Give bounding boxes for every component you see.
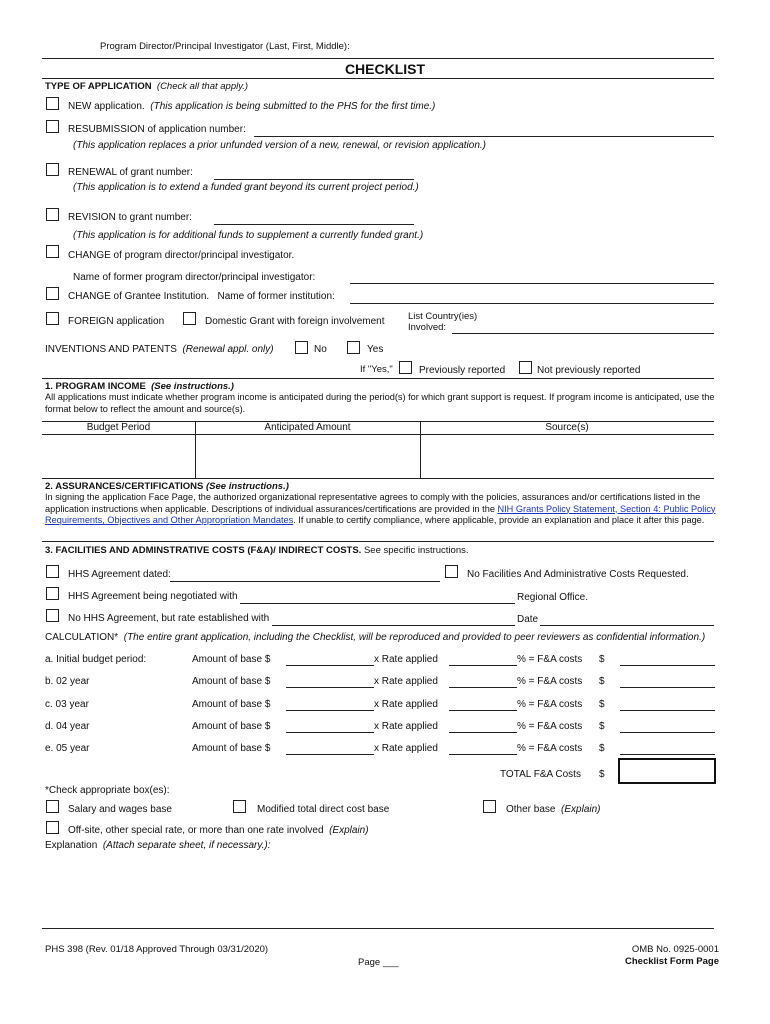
- budget-period-cell[interactable]: [44, 436, 193, 476]
- type-of-application-heading: TYPE OF APPLICATION (Check all that apply.): [45, 81, 249, 92]
- fa-dollar-sign: $: [599, 654, 605, 665]
- page-number: Page ___: [358, 957, 399, 968]
- rate-applied-label: x Rate applied: [374, 676, 438, 687]
- change-grantee-checkbox[interactable]: [46, 287, 59, 300]
- new-application-label: NEW application. (This application is being submitted to the PHS for the first time.): [68, 101, 436, 112]
- rate-applied-field[interactable]: [449, 665, 517, 666]
- fa-costs-label: % = F&A costs: [517, 721, 583, 732]
- form-page-name: Checklist Form Page: [625, 956, 719, 967]
- total-fa-costs-label: TOTAL F&A Costs: [500, 769, 581, 780]
- salary-wages-label: Salary and wages base: [68, 804, 172, 815]
- fa-costs-field[interactable]: [620, 754, 715, 755]
- amount-of-base-field[interactable]: [286, 710, 374, 711]
- fa-dollar-sign: $: [599, 743, 605, 754]
- no-hhs-agreement-label: No HHS Agreement, but rate established with: [68, 613, 270, 624]
- inventions-no-label: No: [314, 344, 327, 355]
- date-field[interactable]: [540, 625, 714, 626]
- countries-label-2: Involved:: [408, 322, 447, 333]
- nih-grants-policy-link[interactable]: NIH Grants Policy Statement, Section 4: Public Policy Requirements, Objectives and Other Appropriation Mandates: [45, 503, 716, 525]
- no-fa-costs-checkbox[interactable]: [445, 565, 458, 578]
- header-rule: [42, 58, 714, 59]
- facilities-heading: 3. FACILITIES AND ADMINSTRATIVE COSTS (F&A)/ INDIRECT COSTS. See specific instructions.: [45, 545, 469, 556]
- fa-costs-field[interactable]: [620, 665, 715, 666]
- change-pd-checkbox[interactable]: [46, 245, 59, 258]
- other-base-label: Other base (Explain): [506, 804, 601, 815]
- inventions-label: INVENTIONS AND PATENTS (Renewal appl. only): [45, 344, 274, 355]
- inventions-yes-label: Yes: [367, 344, 384, 355]
- fa-costs-field[interactable]: [620, 687, 715, 688]
- no-hhs-agreement-checkbox[interactable]: [46, 609, 59, 622]
- fa-dollar-sign: $: [599, 699, 605, 710]
- anticipated-amount-cell[interactable]: [197, 436, 418, 476]
- offsite-label: Off-site, other special rate, or more than one rate involved (Explain): [68, 825, 369, 836]
- rate-established-with-field[interactable]: [272, 625, 515, 626]
- amount-of-base-label: Amount of base $: [192, 721, 271, 732]
- footer-rule: [42, 928, 714, 929]
- total-dollar-sign: $: [599, 769, 605, 780]
- offsite-checkbox[interactable]: [46, 821, 59, 834]
- amount-of-base-field[interactable]: [286, 754, 374, 755]
- col-sources: Source(s): [545, 422, 589, 433]
- amount-of-base-label: Amount of base $: [192, 743, 271, 754]
- renewal-note: (This application is to extend a funded grant beyond its current project period.): [73, 182, 419, 193]
- pd-name-label: Program Director/Principal Investigator (Last, First, Middle):: [100, 41, 350, 52]
- salary-wages-checkbox[interactable]: [46, 800, 59, 813]
- fa-costs-field[interactable]: [620, 710, 715, 711]
- no-fa-costs-label: No Facilities And Administrative Costs Requested.: [467, 569, 689, 580]
- domestic-foreign-label: Domestic Grant with foreign involvement: [205, 316, 385, 327]
- hhs-negotiated-checkbox[interactable]: [46, 587, 59, 600]
- amount-of-base-label: Amount of base $: [192, 676, 271, 687]
- section-rule-2: [42, 541, 714, 542]
- amount-of-base-field[interactable]: [286, 687, 374, 688]
- check-boxes-label: *Check appropriate box(es):: [45, 785, 170, 796]
- not-previously-reported-checkbox[interactable]: [519, 361, 532, 374]
- mtdc-checkbox[interactable]: [233, 800, 246, 813]
- inventions-no-checkbox[interactable]: [295, 341, 308, 354]
- renewal-checkbox[interactable]: [46, 163, 59, 176]
- renewal-label: RENEWAL of grant number:: [68, 167, 193, 178]
- rate-applied-field[interactable]: [449, 687, 517, 688]
- renewal-grant-number-field[interactable]: [214, 179, 414, 180]
- resubmission-number-field[interactable]: [254, 136, 714, 137]
- amount-of-base-label: Amount of base $: [192, 699, 271, 710]
- revision-note: (This application is for additional funds to supplement a currently funded grant.): [73, 230, 424, 241]
- fa-costs-field[interactable]: [620, 732, 715, 733]
- rate-applied-label: x Rate applied: [374, 721, 438, 732]
- former-pd-label: Name of former program director/principal investigator:: [73, 272, 316, 283]
- countries-label: List Country(ies): [408, 311, 478, 322]
- hhs-agreement-dated-label: HHS Agreement dated:: [68, 569, 171, 580]
- rate-applied-label: x Rate applied: [374, 743, 438, 754]
- title-rule: [42, 78, 714, 79]
- section-rule-1: [42, 378, 714, 379]
- amount-of-base-field[interactable]: [286, 732, 374, 733]
- calc-row-label: d. 04 year: [45, 721, 90, 732]
- hhs-agreement-dated-checkbox[interactable]: [46, 565, 59, 578]
- date-label: Date: [517, 614, 539, 625]
- foreign-application-label: FOREIGN application: [68, 316, 165, 327]
- program-income-heading: 1. PROGRAM INCOME (See instructions.): [45, 381, 234, 392]
- explanation-label: Explanation (Attach separate sheet, if necessary.):: [45, 840, 271, 851]
- calc-row-label: b. 02 year: [45, 676, 90, 687]
- mtdc-label: Modified total direct cost base: [257, 804, 390, 815]
- fa-costs-label: % = F&A costs: [517, 654, 583, 665]
- former-institution-field[interactable]: [350, 303, 714, 304]
- form-id: PHS 398 (Rev. 01/18 Approved Through 03/31/2020): [45, 944, 269, 955]
- amount-of-base-field[interactable]: [286, 665, 374, 666]
- assurances-heading: 2. ASSURANCES/CERTIFICATIONS (See instructions.): [45, 481, 289, 492]
- not-previously-reported-label: Not previously reported: [537, 365, 641, 376]
- omb-number: OMB No. 0925-0001: [631, 944, 719, 955]
- previously-reported-label: Previously reported: [419, 365, 506, 376]
- change-pd-label: CHANGE of program director/principal investigator.: [68, 250, 295, 261]
- new-application-checkbox[interactable]: [46, 97, 59, 110]
- rate-applied-field[interactable]: [449, 732, 517, 733]
- fa-costs-label: % = F&A costs: [517, 743, 583, 754]
- hhs-agreement-date-field[interactable]: [170, 581, 440, 582]
- sources-cell[interactable]: [422, 436, 712, 476]
- revision-label: REVISION to grant number:: [68, 212, 192, 223]
- inventions-yes-checkbox[interactable]: [347, 341, 360, 354]
- resubmission-label: RESUBMISSION of application number:: [68, 124, 246, 135]
- revision-checkbox[interactable]: [46, 208, 59, 221]
- fa-costs-label: % = F&A costs: [517, 676, 583, 687]
- countries-field[interactable]: [452, 333, 714, 334]
- rate-applied-label: x Rate applied: [374, 699, 438, 710]
- assurances-text: In signing the application Face Page, the authorized organizational representative agrees to comply with the policies, assurances and/or certifications listed in the application instructions when applicable. Descriptions of individual assurances/certifications are provided in the NIH Grants Policy Statement, Section 4: Public Policy Requirements, Objectives and Other Appropriation Mandates. If unable to certify compliance, where applicable, provide an explanation and place it after this page.: [45, 492, 716, 525]
- rate-applied-field[interactable]: [449, 754, 517, 755]
- calc-row-label: e. 05 year: [45, 743, 90, 754]
- calculation-label: CALCULATION* (The entire grant application, including the Checklist, will be reproduced and provided to peer reviewers as confidential information.): [45, 632, 706, 643]
- revision-grant-number-field[interactable]: [214, 224, 414, 225]
- page-title: CHECKLIST: [344, 61, 426, 77]
- negotiated-with-field[interactable]: [240, 603, 515, 604]
- amount-of-base-label: Amount of base $: [192, 654, 271, 665]
- former-pd-name-field[interactable]: [350, 283, 714, 284]
- rate-applied-field[interactable]: [449, 710, 517, 711]
- previously-reported-checkbox[interactable]: [399, 361, 412, 374]
- explanation-field[interactable]: [45, 855, 715, 925]
- resubmission-note: (This application replaces a prior unfunded version of a new, renewal, or revision application.): [73, 140, 487, 151]
- rate-applied-label: x Rate applied: [374, 654, 438, 665]
- regional-office-label: Regional Office.: [517, 592, 588, 603]
- change-grantee-label: CHANGE of Grantee Institution. Name of former institution:: [68, 291, 335, 302]
- resubmission-checkbox[interactable]: [46, 120, 59, 133]
- fa-costs-label: % = F&A costs: [517, 699, 583, 710]
- program-income-text: All applications must indicate whether program income is anticipated during the period(s) for which grant support is request. If program income is anticipated, use the format below to reflect the amount and source(s).: [45, 392, 715, 414]
- foreign-application-checkbox[interactable]: [46, 312, 59, 325]
- other-base-checkbox[interactable]: [483, 800, 496, 813]
- fa-dollar-sign: $: [599, 721, 605, 732]
- domestic-foreign-checkbox[interactable]: [183, 312, 196, 325]
- calc-row-label: a. Initial budget period:: [45, 654, 147, 665]
- fa-dollar-sign: $: [599, 676, 605, 687]
- calc-row-label: c. 03 year: [45, 699, 89, 710]
- col-anticipated-amount: Anticipated Amount: [264, 422, 351, 433]
- total-fa-costs-field[interactable]: [618, 758, 716, 784]
- if-yes-label: If "Yes,": [360, 364, 393, 375]
- col-budget-period: Budget Period: [86, 422, 151, 433]
- hhs-negotiated-label: HHS Agreement being negotiated with: [68, 591, 238, 602]
